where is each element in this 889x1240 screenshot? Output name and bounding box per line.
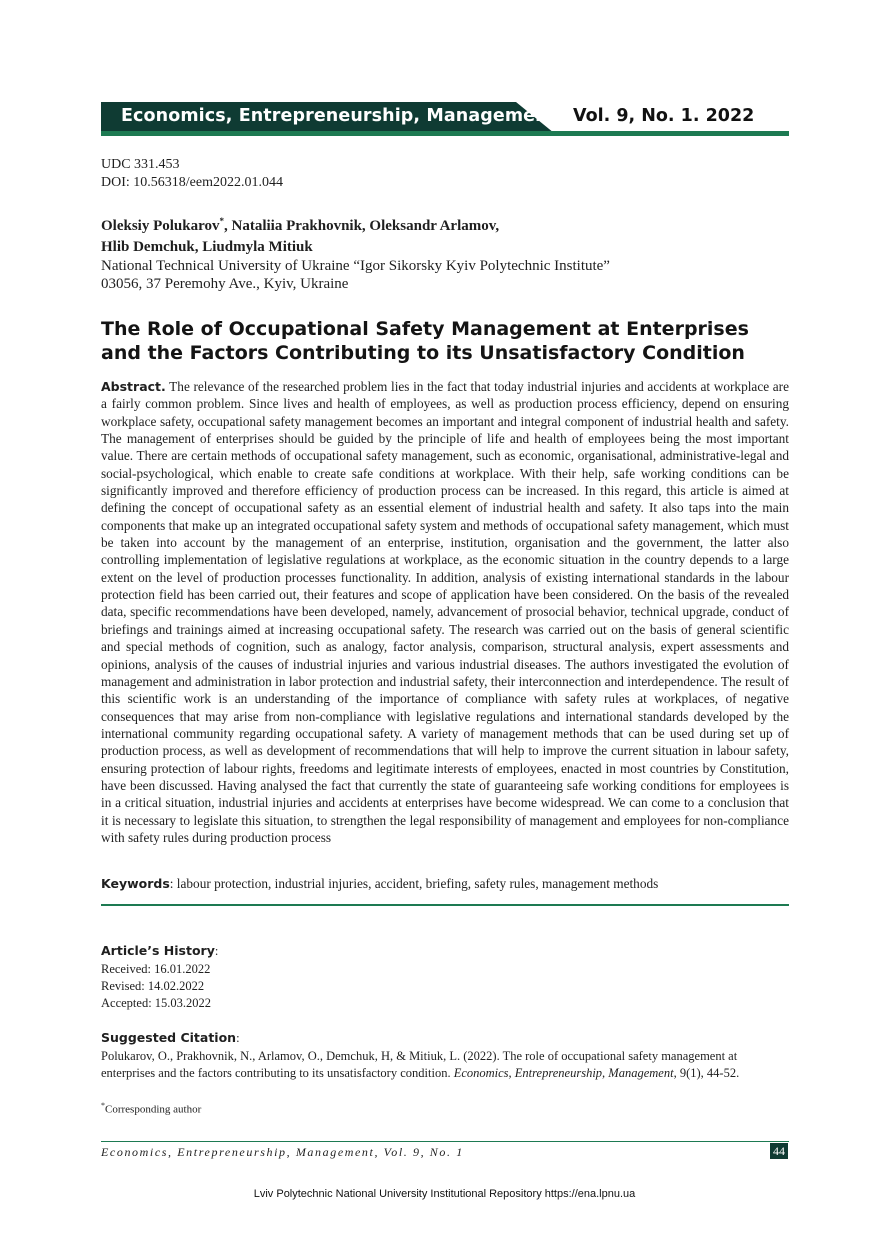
citation-label: Suggested Citation [101,1030,237,1045]
footer-journal: Economics, Entrepreneurship, Management, Vol. 9, No. 1 [101,1145,464,1159]
abstract-label: Abstract. [101,379,166,394]
doi-line[interactable]: DOI: 10.56318/eem2022.01.044 [101,175,283,190]
citation-text [101,1048,789,1082]
affiliation-institution: National Technical University of Ukraine “Igor Sikorsky Kyiv Polytechnic Institute” [101,258,610,274]
affiliation [101,257,610,293]
keywords-label: Keywords [101,876,170,891]
page-number: 44 [770,1143,788,1159]
repository-note[interactable]: Lviv Polytechnic National University Institutional Repository https://ena.lpnu.ua [253,1188,636,1200]
footnote-mark: * [101,1101,105,1110]
author-name-first: Oleksiy Polukarov [101,218,220,234]
article-history [101,942,218,1012]
history-label: Article’s History [101,943,215,958]
footnote [101,1099,201,1117]
history-received: Received: 16.01.2022 [101,962,211,976]
affiliation-address: 03056, 37 Peremohy Ave., Kyiv, Ukraine [101,276,349,292]
citation-colon: : [236,1031,240,1045]
keywords-text: : labour protection, industrial injuries, accident, briefing, safety rules, management methods [169,876,659,891]
abstract-text: The relevance of the researched problem lies in the fact that today industrial injuries and accidents at workplace are a fairly common problem. Since lives and health of employees, as well as production process efficiency, depend on ensuring workplace safety, occupational safety management becomes an important and integral component of industrial health and safety. The management of enterprises should be guided by the principle of life and health of employees being the most important value. There are certain methods of occupational safety management, such as economic, organisational, administrative-legal and social-psychological, which enable to create safe conditions at workplace. With their help, safe working conditions can be significantly improved and therefore efficiency of production process can be increased. In this regard, this article is aimed at defining the concept of occupational safety as an essential element of industrial health and safety. It also taps into the main components that make up an integrated occupational safety system and methods of occupational safety management, which must be taken into account by the management of an enterprise, institution, organisation and the government, the latter also controlling implementation of legislative regulations at workplace, as the economic situation in the country depends to a large extent on the level of production processes functionality. In addition, analysis of existing international standards in the labour protection field has been carried out, their features and scope of application have been considered. On the basis of the revealed data, specific recommendations have been developed, namely, advancement of prosocial behavior, technical upgrade, conduct of briefings and trainings aimed at increasing occupational safety. The research was carried out on the basis of general scientific and special methods of cognition, such as analogy, factor analysis, comparison, structural analysis, expert assessments and opinions, analysis of the causes of industrial injuries and various industrial diseases. The authors investigated the evolution of management and administration in labor protection and industrial safety, their interconnection and interdependence. The result of this scientific work is an understanding of the importance of compliance with safety rules at workplaces, of negative consequences that may arise from non-compliance with legislative regulations and international standards developed by the international community regarding occupational safety. A variety of management methods that can be used during set up of production process, as well as development of recommendations that will help to improve the current situation in labour safety, ensuring protection of labour rights, freedoms and legitimate interests of employees, enacted in most countries by Constitution, have been discussed. Having analysed the fact that currently the state of guaranteeing safe working conditions for employees is in a critical situation, industrial injuries and accidents at enterprises have become widespread. We can come to a conclusion that it is necessary to legislate this situation, to strengthen the legal responsibility of management and employees for non-compliance with safety rules during production process [101,379,789,845]
history-colon: : [214,944,219,958]
citation-text-end: , 9(1), 44-52. [673,1066,740,1080]
footer-rule [101,1141,789,1142]
citation-text-start: Polukarov, O., Prakhovnik, N., Arlamov, O., Demchuk, H, & Mitiuk, L. (2022). The role of occupational safety management at enterprises and the factors contributing to its unsatisfactory condition. [101,1049,738,1080]
header-rule [101,131,789,136]
abstract [101,378,789,846]
paper-title [101,317,791,365]
author-list [101,211,601,258]
keywords [101,875,789,892]
author-names-rest: , Nataliia Prakhovnik, Oleksandr Arlamov, [224,218,500,234]
corresponding-author-mark: * [219,216,224,226]
footnote-text: Corresponding author [105,1103,202,1116]
history-accepted: Accepted: 15.03.2022 [101,996,212,1010]
citation-journal: Economics, Entrepreneurship, Management [453,1066,674,1080]
udc-line: UDC 331.453 [101,157,180,172]
suggested-citation [101,1029,789,1082]
article-meta [101,156,283,192]
section-divider [101,904,789,906]
journal-title: Economics, Entrepreneurship, Management [121,106,557,126]
history-revised: Revised: 14.02.2022 [101,979,205,993]
title-line-1: The Role of Occupational Safety Management at Enterprises [101,318,749,340]
author-line-1 [101,211,601,237]
volume-label: Vol. 9, No. 1. 2022 [573,106,755,126]
author-line-2: Hlib Demchuk, Liudmyla Mitiuk [101,239,313,255]
title-line-2: and the Factors Contributing to its Unsatisfactory Condition [101,342,745,364]
